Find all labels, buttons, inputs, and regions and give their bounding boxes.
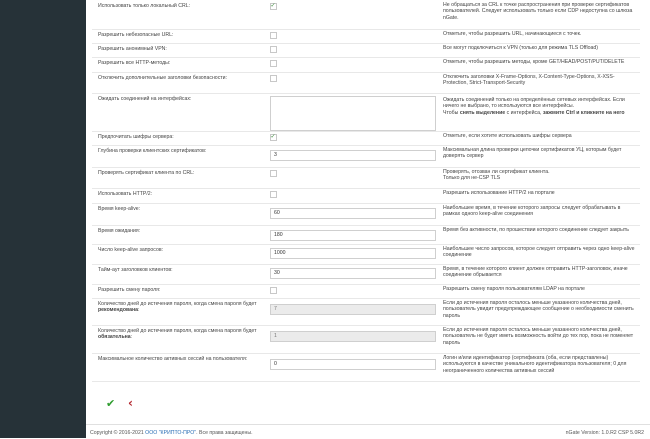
- row-description: Время без активности, по прошествии которого соединение следует закрыть: [443, 227, 629, 233]
- label-bold: рекомендована: [98, 307, 139, 314]
- unsafe-url-checkbox[interactable]: [270, 32, 277, 39]
- interfaces-hint-bold1: снять выделение: [459, 109, 506, 116]
- http2-checkbox[interactable]: [270, 191, 277, 198]
- row-http2: [92, 188, 640, 204]
- row-description: Время, в течение которого клиент должен отправить HTTP-заголовок, иначе соединение обрывается: [443, 266, 628, 279]
- row-anonymous-vpn: [92, 43, 640, 58]
- copyright: [90, 430, 253, 436]
- client-crl-checkbox[interactable]: [270, 170, 277, 177]
- row-description: Все могут подключиться к VPN (только для режима TLS Offload): [443, 45, 599, 51]
- row-label: Время ожидания:: [98, 228, 141, 234]
- row-description: [443, 169, 639, 182]
- footer: [86, 424, 650, 439]
- row-verify-depth: [92, 145, 640, 168]
- row-label: Отключить дополнительные заголовки безопасности:: [98, 75, 228, 81]
- row-label: Проверять сертификат клиента по CRL:: [98, 170, 195, 176]
- row-description: Отметьте, чтобы разрешить URL, начинающиеся с точек.: [443, 31, 582, 37]
- row-label: Тайм-аут заголовков клиентов:: [98, 267, 173, 273]
- sidebar: [0, 0, 86, 438]
- row-max-sessions: [92, 353, 640, 382]
- row-password-recommended: [92, 298, 640, 326]
- row-label: Глубина проверки клиентских сертификатов:: [98, 148, 207, 154]
- row-timeout: [92, 225, 640, 245]
- security-headers-checkbox[interactable]: [270, 75, 277, 82]
- row-description: Наибольшее число запросов, которое следует отправить через одно keep-alive соединение: [443, 246, 635, 259]
- label-colon: :: [138, 307, 140, 314]
- row-label: Разрешить все HTTP-методы:: [98, 60, 171, 66]
- settings-form: [92, 0, 640, 413]
- row-label: Время keep-alive:: [98, 206, 141, 212]
- row-label: Число keep-alive запросов:: [98, 247, 164, 253]
- row-description: Наибольшее время, в течение которого запросы следует обрабатывать в рамках одного keep-alive соединения: [443, 205, 621, 218]
- row-label: Разрешить анонимный VPN:: [98, 46, 167, 52]
- row-label: Разрешить небезопасные URL:: [98, 32, 174, 38]
- verify-depth-input[interactable]: 3: [270, 150, 436, 161]
- copyright-prefix: Copyright © 2016-2021: [90, 430, 146, 436]
- client-crl-note: Только для не-CSP TLS: [443, 175, 501, 182]
- row-description: Отметьте, если хотите использовать шифры сервера: [443, 133, 572, 139]
- label-text: Количество дней до истечения пароля, когда смена пароля будет: [98, 301, 257, 307]
- row-password-change: [92, 284, 640, 299]
- row-description: Если до истечения пароля осталось меньше указанного количества дней, пользователь увидит предупреждающее сообщение о необходимости сменить пароль: [443, 300, 634, 319]
- interfaces-hint-bold2: зажмите Ctrl и кликните на него: [542, 109, 625, 116]
- row-label: Максимальное количество активных сессий на пользователя:: [98, 356, 248, 362]
- client-crl-desc: Проверять, отозван ли сертификат клиента.: [443, 169, 550, 175]
- row-description: Если до истечения пароля осталось меньше указанного количества дней, пользователь не будет иметь возможность войти до тех пор, пока не поменяет пароль: [443, 327, 634, 346]
- interfaces-hint-prefix: Чтобы: [443, 109, 460, 116]
- server-ciphers-checkbox[interactable]: [270, 134, 277, 141]
- row-description: Разрешить смену пароля пользователям LDAP на портале: [443, 286, 585, 292]
- password-recommended-input[interactable]: 7: [270, 304, 436, 315]
- row-unsafe-url: [92, 29, 640, 44]
- row-keepalive-time: [92, 203, 640, 226]
- row-description: [443, 97, 639, 116]
- row-description: Логин и/или идентификатор (сертификата (оба, если представлены) используются в качестве уникального идентификатора пользователя; 0 для неограниченного количества активных сессий: [443, 355, 627, 374]
- row-password-mandatory: [92, 325, 640, 354]
- header-timeout-input[interactable]: 30: [270, 268, 436, 279]
- timeout-input[interactable]: 180: [270, 230, 436, 241]
- local-crl-checkbox[interactable]: [270, 3, 277, 10]
- keepalive-time-input[interactable]: 60: [270, 208, 436, 219]
- label-bold: обязательна: [98, 334, 131, 341]
- row-description: Отметьте, чтобы разрешить методы, кроме GET/HEAD/POST/PUT/DELETE: [443, 59, 625, 65]
- interfaces-desc: Ожидать соединений только на определённых сетевых интерфейсах. Если ничего не выбрано, то используются все интерфейсы.: [443, 97, 625, 110]
- version-label: nGate Version: 1.0.R2 CSP 5.0R2: [565, 430, 644, 436]
- back-arrow-icon[interactable]: ‹: [128, 396, 133, 410]
- copyright-suffix: . Все права защищены.: [196, 430, 253, 436]
- row-interfaces: [92, 93, 640, 132]
- row-label: [98, 328, 268, 341]
- check-icon[interactable]: ✔: [106, 397, 116, 410]
- row-server-ciphers: [92, 131, 640, 146]
- row-label: Использовать HTTP/2:: [98, 191, 153, 197]
- label-text: Количество дней до истечения пароля, когда смена пароля будет: [98, 328, 257, 334]
- row-label: [98, 301, 268, 314]
- company-link[interactable]: ООО "КРИПТО-ПРО": [145, 430, 197, 436]
- row-description: Максимальная длина проверки цепочки сертификатов УЦ, которым будет доверять сервер: [443, 147, 622, 160]
- row-description: Не обращаться за CRL к точке распространения при проверке сертификатов пользователей. Следует использовать только если CDP недоступна со шлюза nGate.: [443, 2, 633, 21]
- anonymous-vpn-checkbox[interactable]: [270, 46, 277, 53]
- row-http-methods: [92, 57, 640, 73]
- row-security-headers: [92, 72, 640, 94]
- row-description: Разрешить использование HTTP/2 на портале: [443, 190, 555, 196]
- main-content: [86, 0, 650, 438]
- interfaces-multiselect[interactable]: [270, 96, 436, 131]
- row-keepalive-requests: [92, 244, 640, 265]
- password-change-checkbox[interactable]: [270, 287, 277, 294]
- row-header-timeout: [92, 264, 640, 285]
- http-methods-checkbox[interactable]: [270, 60, 277, 67]
- row-label: Использовать только локальный CRL:: [98, 3, 191, 9]
- interfaces-hint-mid: с интерфейса,: [505, 109, 543, 116]
- row-local-crl: [92, 0, 640, 30]
- row-label: Разрешить смену пароля:: [98, 287, 161, 293]
- password-mandatory-input[interactable]: 1: [270, 331, 436, 342]
- row-client-crl: [92, 167, 640, 189]
- keepalive-requests-input[interactable]: 1000: [270, 248, 436, 259]
- label-colon: :: [130, 334, 133, 341]
- row-description: Отключить заголовки X-Frame-Options, X-Content-Type-Options, X-XSS-Protection, Strict-Transport-Security: [443, 74, 615, 87]
- row-label: Предпочитать шифры сервера:: [98, 134, 174, 140]
- row-label: Ожидать соединений на интерфейсах:: [98, 96, 192, 102]
- max-sessions-input[interactable]: 0: [270, 359, 436, 370]
